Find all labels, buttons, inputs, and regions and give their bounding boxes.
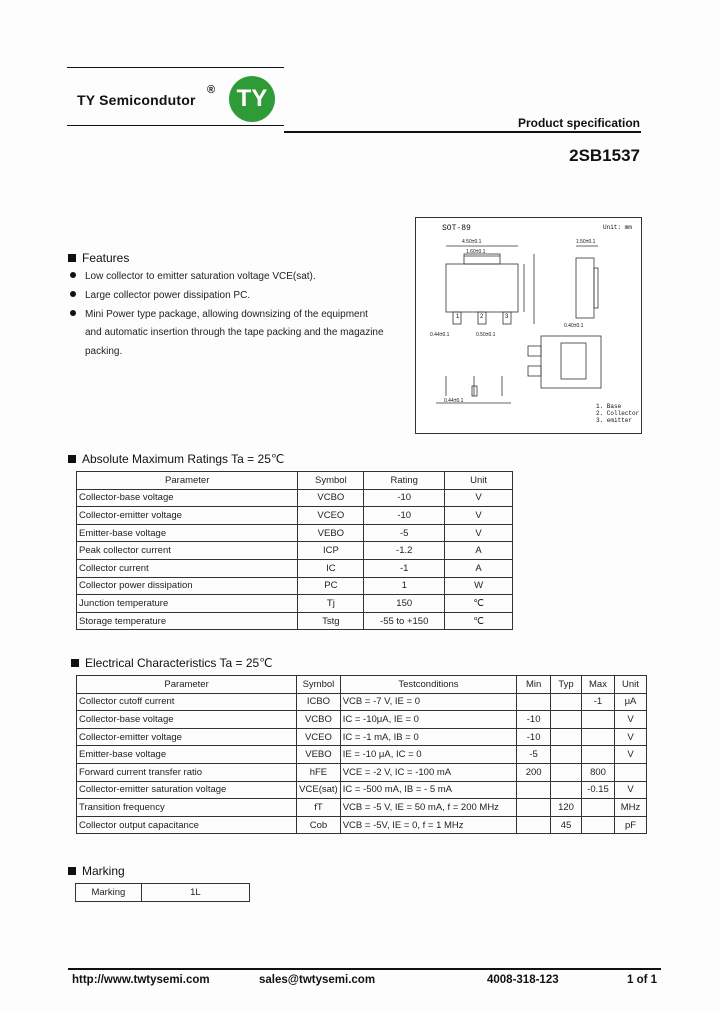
marking-table [75,883,250,902]
table-cell [614,763,646,781]
feature-item: Low collector to emitter saturation voltage VCE(sat). [70,271,316,282]
table-cell: 45 [551,816,582,834]
table-cell: 800 [582,763,615,781]
table-cell: IC = -500 mA, IB = - 5 mA [340,781,516,799]
section-square-icon [68,867,76,875]
table-cell: Collector output capacitance [77,816,297,834]
table-cell: Storage temperature [77,612,298,630]
table-cell: fT [297,799,341,817]
column-header: Unit [614,676,646,694]
table-cell: VCEO [297,728,341,746]
section-square-icon [68,254,76,262]
table-row [77,746,647,764]
table-cell: VCB = -5 V, IE = 50 mA, f = 200 MHz [340,799,516,817]
table-cell: Collector-base voltage [77,489,298,507]
table-cell: V [445,489,513,507]
column-header: Parameter [77,676,297,694]
table-row [77,781,647,799]
section-square-icon [71,659,79,667]
table-cell: IC = -1 mA, IB = 0 [340,728,516,746]
table-row [77,612,513,630]
table-cell: VCEO [298,507,364,525]
table-cell: -10 [364,507,445,525]
column-header: Unit [445,472,513,490]
bullet-icon [70,310,76,316]
dimension-label: 0.40±0.1 [564,323,584,329]
dimension-label: 0.50±0.1 [476,332,496,338]
abs-max-table [76,471,513,630]
bullet-icon [70,272,76,278]
table-cell [551,728,582,746]
table-cell: V [445,524,513,542]
table-cell: VCBO [297,711,341,729]
table-cell: 120 [551,799,582,817]
table-cell: Collector-base voltage [77,711,297,729]
features-heading: Features [68,251,129,265]
footer-email-link[interactable]: sales@twtysemi.com [259,974,376,986]
table-cell [551,711,582,729]
table-cell: VEBO [298,524,364,542]
table-cell: -55 to +150 [364,612,445,630]
table-cell: -10 [517,711,551,729]
table-cell [551,746,582,764]
table-cell: 150 [364,595,445,613]
dimension-label: 0.44±0.1 [444,398,464,404]
table-cell: IE = -10 μA, IC = 0 [340,746,516,764]
dimension-label: 1.60±0.1 [466,249,486,255]
marking-label: Marking [76,884,142,902]
table-cell: Collector-emitter voltage [77,507,298,525]
table-cell [582,711,615,729]
package-name: SOT-89 [442,224,471,233]
footer-phone: 4008-318-123 [487,974,559,986]
table-cell: Transition frequency [77,799,297,817]
table-cell: V [614,711,646,729]
table-row [77,763,647,781]
table-cell: -1.2 [364,542,445,560]
elec-heading: Electrical Characteristics Ta = 25℃ [71,656,273,670]
table-cell: V [614,746,646,764]
table-cell [551,781,582,799]
elec-table [76,675,647,834]
table-cell: Tj [298,595,364,613]
table-cell: Emitter-base voltage [77,746,297,764]
table-cell: ICP [298,542,364,560]
dimension-label: 4.50±0.1 [462,239,482,245]
table-cell: PC [298,577,364,595]
table-cell [517,693,551,711]
column-header: Testconditions [340,676,516,694]
table-cell [517,781,551,799]
table-row [77,711,647,729]
table-cell: -1 [582,693,615,711]
footer-url-link[interactable]: http://www.twtysemi.com [72,974,210,986]
table-header-row [77,472,513,490]
table-row [76,884,250,902]
table-cell: Collector-emitter voltage [77,728,297,746]
table-cell: A [445,559,513,577]
table-cell [582,799,615,817]
table-cell: Junction temperature [77,595,298,613]
table-cell: V [614,781,646,799]
table-cell [582,746,615,764]
ty-logo: TY [229,76,275,122]
table-cell: Emitter-base voltage [77,524,298,542]
table-cell [517,799,551,817]
table-cell: -1 [364,559,445,577]
table-cell: W [445,577,513,595]
table-cell: Cob [297,816,341,834]
table-cell: hFE [297,763,341,781]
table-cell [551,693,582,711]
table-cell: Collector-emitter saturation voltage [77,781,297,799]
pin-number: 1 [456,314,460,320]
table-header-row [77,676,647,694]
table-cell: pF [614,816,646,834]
marking-value: 1L [141,884,249,902]
table-row [77,816,647,834]
unit-label: Unit: mm [603,224,632,231]
table-cell: 200 [517,763,551,781]
column-header: Symbol [297,676,341,694]
table-cell: VEBO [297,746,341,764]
table-row [77,524,513,542]
feature-continuation: and automatic insertion through the tape packing and the magazine [85,327,384,338]
table-cell: ICBO [297,693,341,711]
table-cell: A [445,542,513,560]
footer-page-number: 1 of 1 [627,974,658,986]
table-cell: -10 [364,489,445,507]
table-cell [582,728,615,746]
pin-legend: 1. Base 2. Collector 3. emitter [596,403,640,424]
table-cell: 1 [364,577,445,595]
table-cell: Collector current [77,559,298,577]
table-row [77,507,513,525]
section-square-icon [68,455,76,463]
feature-item: Large collector power dissipation PC. [70,290,250,301]
table-cell: Collector power dissipation [77,577,298,595]
table-cell: IC [298,559,364,577]
table-row [77,595,513,613]
table-cell [517,816,551,834]
bullet-icon [70,291,76,297]
table-cell: VCB = -5V, IE = 0, f = 1 MHz [340,816,516,834]
table-cell: ℃ [445,612,513,630]
table-cell: -5 [517,746,551,764]
table-cell: -0.15 [582,781,615,799]
table-row [77,693,647,711]
column-header: Symbol [298,472,364,490]
table-row [77,559,513,577]
dimension-label: 1.50±0.1 [576,239,596,245]
table-cell: Collector cutoff current [77,693,297,711]
feature-item: Mini Power type package, allowing downsizing of the equipment [70,309,368,320]
feature-continuation: packing. [85,346,123,357]
table-cell: VCB = -7 V, IE = 0 [340,693,516,711]
table-cell: VCBO [298,489,364,507]
table-cell: VCE = -2 V, IC = -100 mA [340,763,516,781]
table-cell: μA [614,693,646,711]
brand-name: TY Semicondutor [77,92,196,108]
registered-mark: ® [207,84,216,96]
table-row [77,799,647,817]
table-cell: IC = -10μA, IE = 0 [340,711,516,729]
column-header: Parameter [77,472,298,490]
table-cell: Tstg [298,612,364,630]
table-cell: -10 [517,728,551,746]
table-cell [551,763,582,781]
table-cell: V [614,728,646,746]
dimension-label: 0.44±0.1 [430,332,450,338]
column-header: Max [582,676,615,694]
table-row [77,577,513,595]
column-header: Rating [364,472,445,490]
table-cell: Peak collector current [77,542,298,560]
table-row [77,728,647,746]
table-cell: VCE(sat) [297,781,341,799]
package-drawing [415,217,642,434]
abs-max-heading: Absolute Maximum Ratings Ta = 25℃ [68,452,284,466]
product-specification-label: Product specification [517,116,640,130]
table-cell: V [445,507,513,525]
column-header: Min [517,676,551,694]
pin-number: 3 [505,314,509,320]
table-cell: ℃ [445,595,513,613]
part-number: 2SB1537 [569,146,640,165]
marking-heading: Marking [68,864,125,878]
table-cell [582,816,615,834]
table-row [77,489,513,507]
table-cell: MHz [614,799,646,817]
column-header: Typ [551,676,582,694]
pin-number: 2 [480,314,484,320]
table-row [77,542,513,560]
table-cell: Forward current transfer ratio [77,763,297,781]
table-cell: -5 [364,524,445,542]
